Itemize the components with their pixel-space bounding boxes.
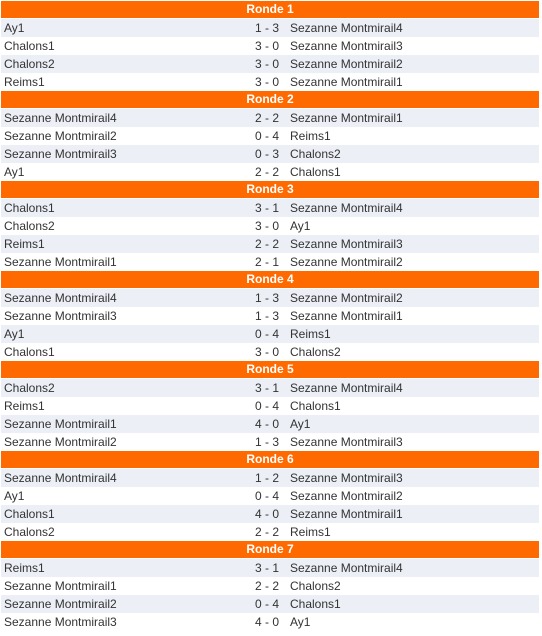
round-schedule: [1, 1, 539, 631]
match-score: 3 - 1: [255, 561, 280, 575]
match-score: 3 - 0: [255, 219, 280, 233]
match-row: [1, 325, 539, 343]
match-row: [1, 307, 539, 325]
match-row: [1, 55, 539, 73]
round-section: [1, 271, 539, 361]
away-team: Chalons2: [290, 579, 341, 593]
round-section: [1, 361, 539, 451]
round-header: Ronde 3: [1, 181, 539, 199]
home-team: Sezanne Montmirail4: [4, 291, 117, 305]
match-row: [1, 127, 539, 145]
match-row: [1, 289, 539, 307]
home-team: Chalons1: [4, 39, 55, 53]
home-team: Chalons1: [4, 507, 55, 521]
home-team: Reims1: [4, 399, 45, 413]
away-team: Sezanne Montmirail1: [290, 75, 403, 89]
away-team: Reims1: [290, 327, 331, 341]
match-score: 1 - 2: [255, 471, 280, 485]
away-team: Sezanne Montmirail4: [290, 201, 403, 215]
match-row: [1, 613, 539, 631]
match-row: [1, 19, 539, 37]
match-score: 4 - 0: [255, 615, 280, 629]
away-team: Ay1: [290, 219, 311, 233]
match-row: [1, 397, 539, 415]
home-team: Ay1: [4, 489, 25, 503]
away-team: Sezanne Montmirail3: [290, 237, 403, 251]
home-team: Sezanne Montmirail1: [4, 417, 117, 431]
away-team: Sezanne Montmirail4: [290, 21, 403, 35]
away-team: Chalons1: [290, 399, 341, 413]
away-team: Sezanne Montmirail3: [290, 39, 403, 53]
home-team: Sezanne Montmirail4: [4, 111, 117, 125]
home-team: Chalons2: [4, 525, 55, 539]
home-team: Reims1: [4, 237, 45, 251]
match-score: 4 - 0: [255, 507, 280, 521]
match-row: [1, 577, 539, 595]
match-score: 0 - 4: [255, 129, 280, 143]
match-row: [1, 505, 539, 523]
home-team: Reims1: [4, 561, 45, 575]
home-team: Sezanne Montmirail2: [4, 435, 117, 449]
away-team: Sezanne Montmirail4: [290, 561, 403, 575]
match-score: 3 - 1: [255, 381, 280, 395]
match-row: [1, 163, 539, 181]
home-team: Chalons2: [4, 219, 55, 233]
away-team: Sezanne Montmirail2: [290, 57, 403, 71]
away-team: Ay1: [290, 615, 311, 629]
match-row: [1, 487, 539, 505]
match-row: [1, 559, 539, 577]
away-team: Reims1: [290, 525, 331, 539]
match-score: 2 - 2: [255, 525, 280, 539]
away-team: Sezanne Montmirail3: [290, 471, 403, 485]
round-section: [1, 91, 539, 181]
match-score: 2 - 1: [255, 255, 280, 269]
home-team: Ay1: [4, 21, 25, 35]
home-team: Sezanne Montmirail3: [4, 615, 117, 629]
away-team: Chalons2: [290, 147, 341, 161]
away-team: Sezanne Montmirail2: [290, 291, 403, 305]
home-team: Chalons1: [4, 201, 55, 215]
home-team: Sezanne Montmirail1: [4, 579, 117, 593]
match-score: 3 - 1: [255, 201, 280, 215]
match-score: 2 - 2: [255, 111, 280, 125]
match-score: 0 - 4: [255, 399, 280, 413]
match-row: [1, 523, 539, 541]
away-team: Chalons1: [290, 597, 341, 611]
match-row: [1, 73, 539, 91]
round-section: [1, 451, 539, 541]
away-team: Sezanne Montmirail1: [290, 111, 403, 125]
home-team: Sezanne Montmirail3: [4, 147, 117, 161]
match-score: 1 - 3: [255, 291, 280, 305]
match-row: [1, 379, 539, 397]
away-team: Chalons2: [290, 345, 341, 359]
round-section: [1, 541, 539, 631]
match-score: 2 - 2: [255, 165, 280, 179]
round-header: Ronde 6: [1, 451, 539, 469]
match-score: 1 - 3: [255, 435, 280, 449]
round-header: Ronde 7: [1, 541, 539, 559]
match-row: [1, 145, 539, 163]
match-row: [1, 109, 539, 127]
round-header: Ronde 4: [1, 271, 539, 289]
match-row: [1, 37, 539, 55]
match-row: [1, 235, 539, 253]
home-team: Chalons2: [4, 57, 55, 71]
match-row: [1, 343, 539, 361]
home-team: Chalons1: [4, 345, 55, 359]
home-team: Sezanne Montmirail4: [4, 471, 117, 485]
match-score: 3 - 0: [255, 75, 280, 89]
home-team: Sezanne Montmirail2: [4, 129, 117, 143]
round-section: [1, 181, 539, 271]
away-team: Sezanne Montmirail2: [290, 489, 403, 503]
home-team: Sezanne Montmirail1: [4, 255, 117, 269]
match-score: 3 - 0: [255, 57, 280, 71]
match-row: [1, 433, 539, 451]
match-row: [1, 199, 539, 217]
match-score: 3 - 0: [255, 345, 280, 359]
away-team: Sezanne Montmirail4: [290, 381, 403, 395]
match-score: 2 - 2: [255, 579, 280, 593]
away-team: Sezanne Montmirail1: [290, 309, 403, 323]
away-team: Chalons1: [290, 165, 341, 179]
home-team: Ay1: [4, 165, 25, 179]
home-team: Reims1: [4, 75, 45, 89]
match-score: 1 - 3: [255, 309, 280, 323]
match-row: [1, 415, 539, 433]
away-team: Sezanne Montmirail3: [290, 435, 403, 449]
away-team: Ay1: [290, 417, 311, 431]
match-score: 4 - 0: [255, 417, 280, 431]
match-score: 0 - 3: [255, 147, 280, 161]
away-team: Sezanne Montmirail2: [290, 255, 403, 269]
round-header: Ronde 2: [1, 91, 539, 109]
match-row: [1, 217, 539, 235]
match-score: 0 - 4: [255, 597, 280, 611]
round-section: [1, 1, 539, 91]
match-row: [1, 253, 539, 271]
match-score: 1 - 3: [255, 21, 280, 35]
match-row: [1, 469, 539, 487]
match-score: 2 - 2: [255, 237, 280, 251]
match-row: [1, 595, 539, 613]
home-team: Sezanne Montmirail3: [4, 309, 117, 323]
away-team: Reims1: [290, 129, 331, 143]
home-team: Ay1: [4, 327, 25, 341]
round-header: Ronde 5: [1, 361, 539, 379]
home-team: Chalons2: [4, 381, 55, 395]
match-score: 3 - 0: [255, 39, 280, 53]
round-header: Ronde 1: [1, 1, 539, 19]
match-score: 0 - 4: [255, 327, 280, 341]
away-team: Sezanne Montmirail1: [290, 507, 403, 521]
match-score: 0 - 4: [255, 489, 280, 503]
home-team: Sezanne Montmirail2: [4, 597, 117, 611]
